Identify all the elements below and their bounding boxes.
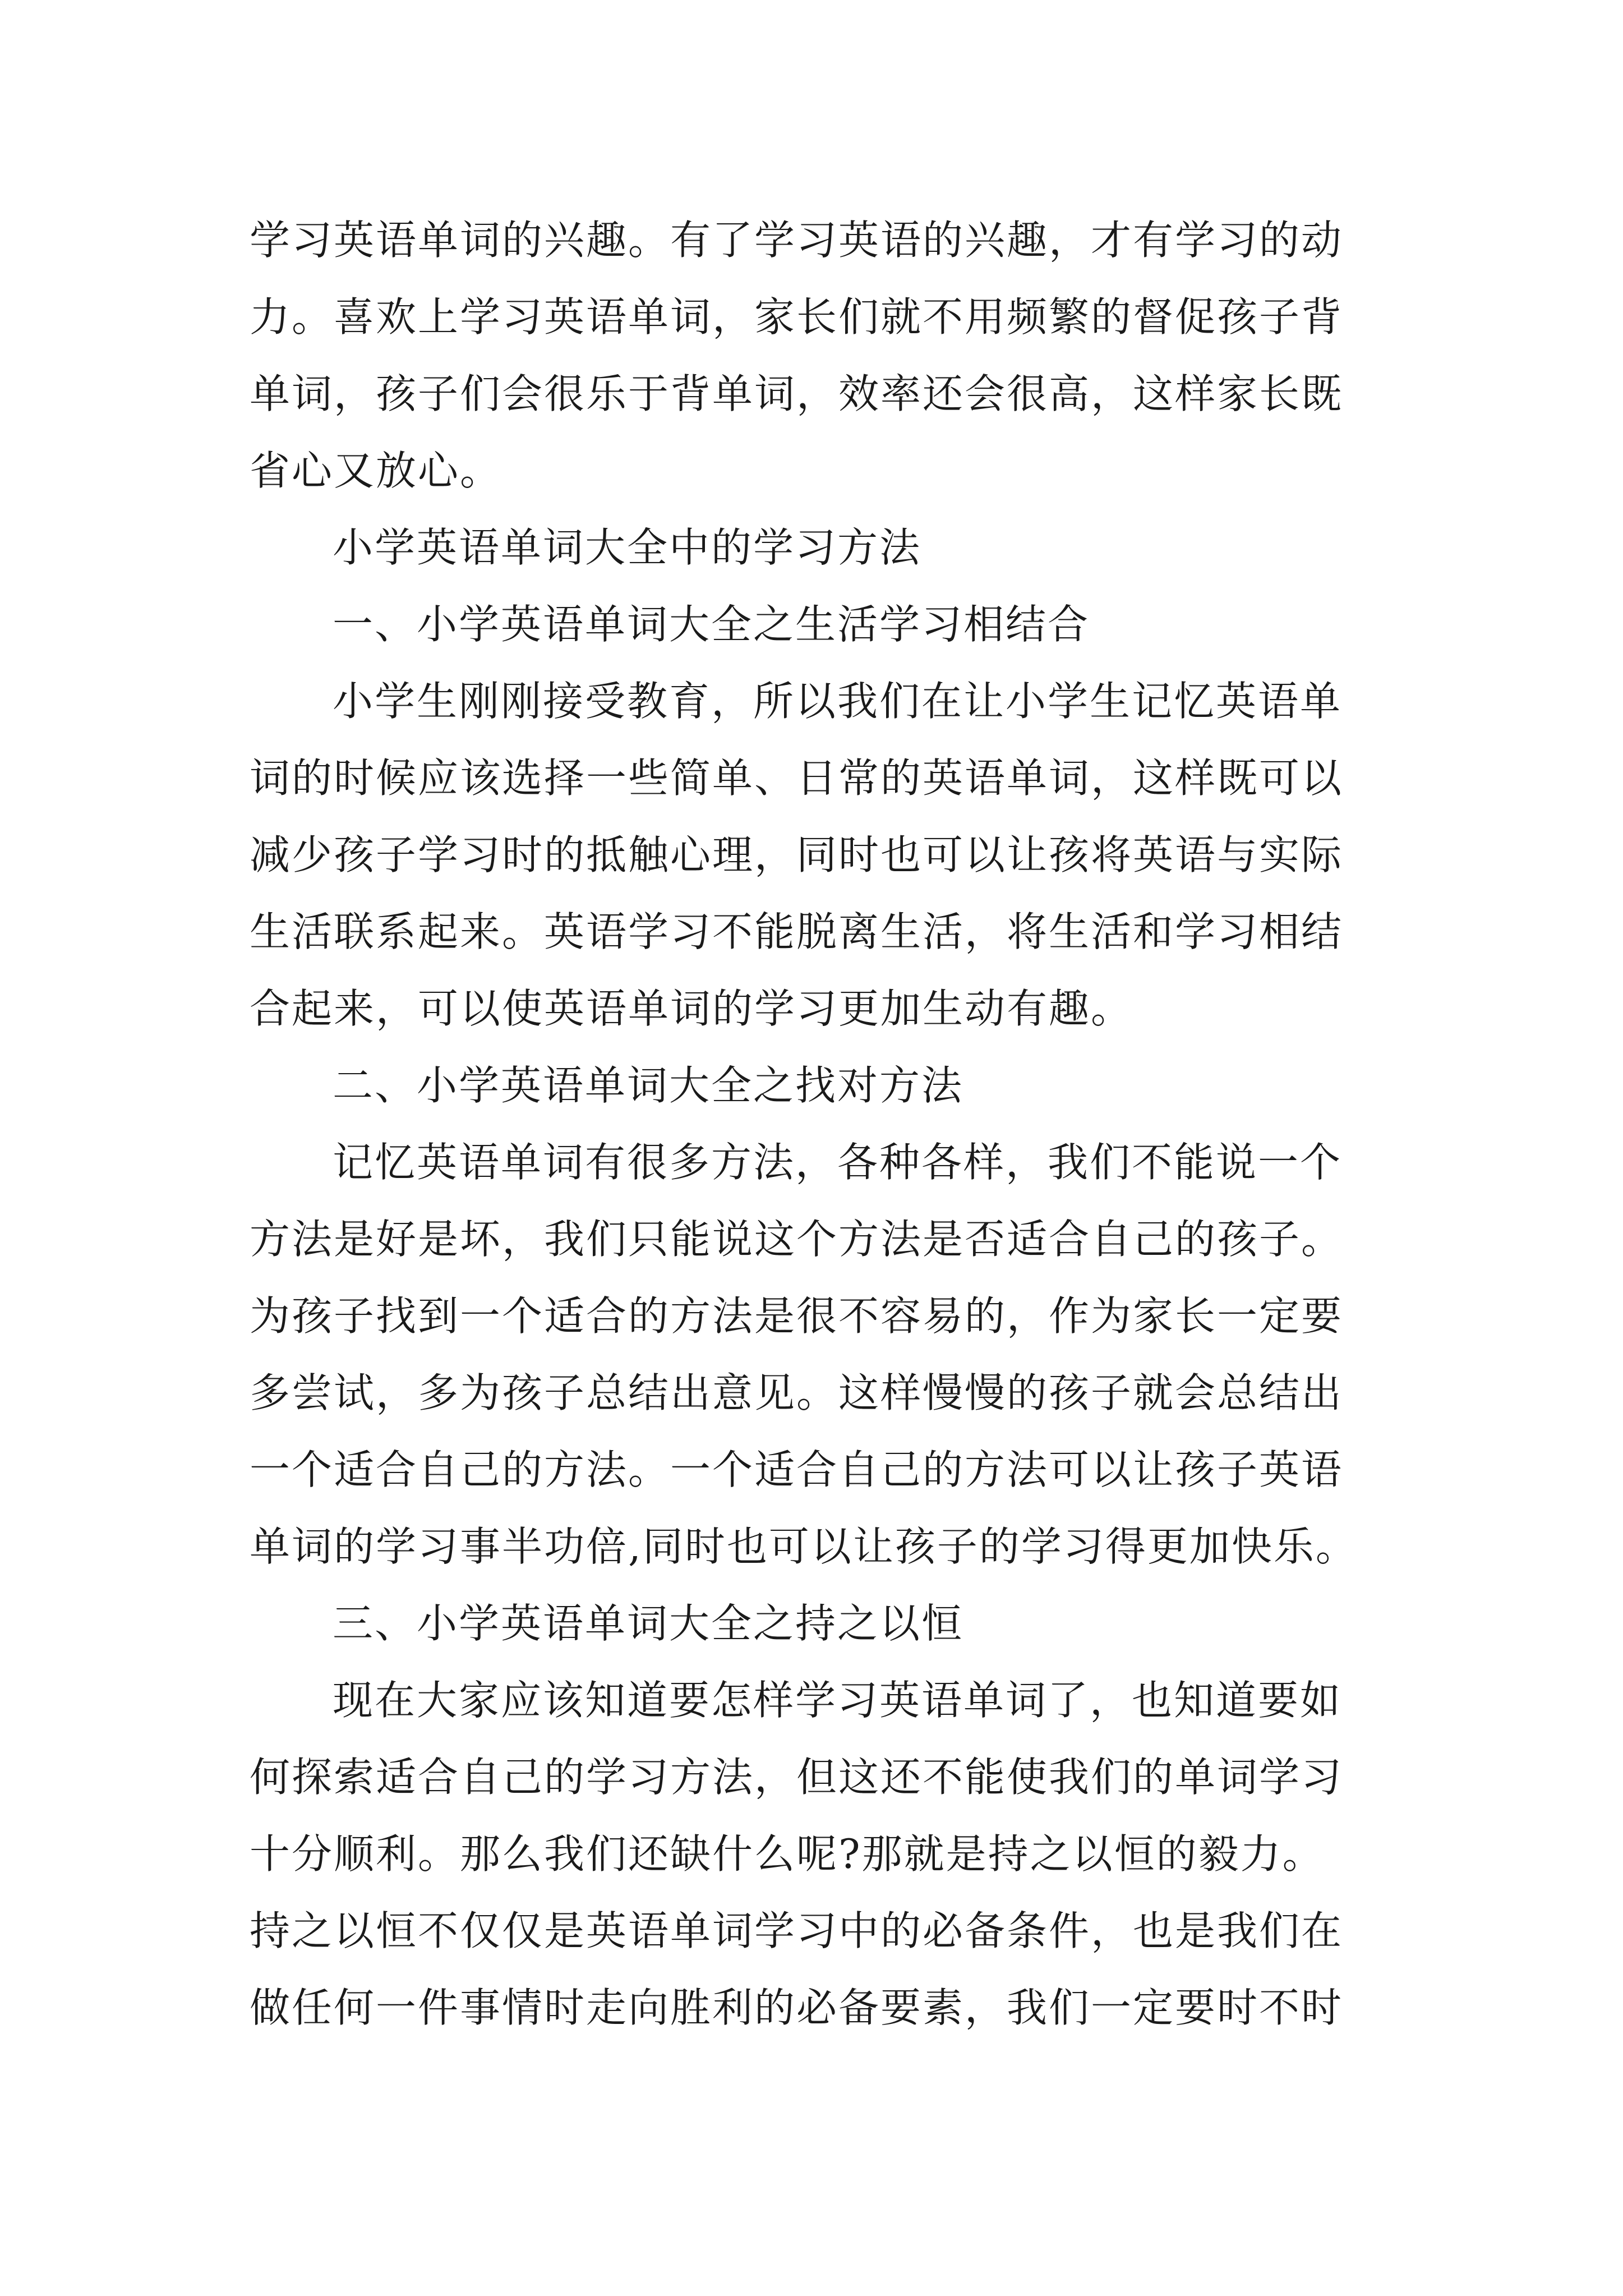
paragraph-line: 合起来，可以使英语单词的学习更加生动有趣。 [250,985,1133,1032]
section-heading: 小学英语单词大全中的学习方法 [333,524,922,571]
paragraph-line: 多尝试，多为孩子总结出意见。这样慢慢的孩子就会总结出 [250,1369,1344,1416]
section-heading: 二、小学英语单词大全之找对方法 [333,1062,964,1109]
paragraph-line: 记忆英语单词有很多方法，各种各样，我们不能说一个 [333,1139,1343,1186]
paragraph-line: 力。喜欢上学习英语单词，家长们就不用频繁的督促孩子背 [250,293,1344,341]
section-heading: 一、小学英语单词大全之生活学习相结合 [333,601,1090,648]
paragraph-line: 学习英语单词的兴趣。有了学习英语的兴趣，才有学习的动 [250,217,1344,264]
paragraph-line: 做任何一件事情时走向胜利的必备要素，我们一定要时不时 [250,1984,1344,2031]
paragraph-line: 省心又放心。 [250,447,502,494]
paragraph-line: 单词，孩子们会很乐于背单词，效率还会很高，这样家长既 [250,370,1344,417]
paragraph-line: 词的时候应该选择一些简单、日常的英语单词，这样既可以 [250,754,1344,802]
paragraph-line: 现在大家应该知道要怎样学习英语单词了，也知道要如 [333,1677,1343,1724]
paragraph-line: 十分顺利。那么我们还缺什么呢?那就是持之以恒的毅力。 [250,1830,1325,1878]
paragraph-line: 一个适合自己的方法。一个适合自己的方法可以让孩子英语 [250,1446,1344,1493]
section-heading: 三、小学英语单词大全之持之以恒 [333,1600,964,1647]
paragraph-line: 持之以恒不仅仅是英语单词学习中的必备条件，也是我们在 [250,1907,1344,1954]
paragraph-line: 生活联系起来。英语学习不能脱离生活，将生活和学习相结 [250,908,1344,955]
paragraph-line: 何探索适合自己的学习方法，但这还不能使我们的单词学习 [250,1754,1344,1801]
paragraph-line: 单词的学习事半功倍,同时也可以让孩子的学习得更加快乐。 [250,1523,1358,1570]
paragraph-line: 为孩子找到一个适合的方法是很不容易的，作为家长一定要 [250,1292,1344,1340]
paragraph-line: 方法是好是坏，我们只能说这个方法是否适合自己的孩子。 [250,1216,1344,1263]
paragraph-line: 减少孩子学习时的抵触心理，同时也可以让孩将英语与实际 [250,831,1344,878]
paragraph-line: 小学生刚刚接受教育，所以我们在让小学生记忆英语单 [333,678,1343,725]
document-body [250,202,1388,2046]
